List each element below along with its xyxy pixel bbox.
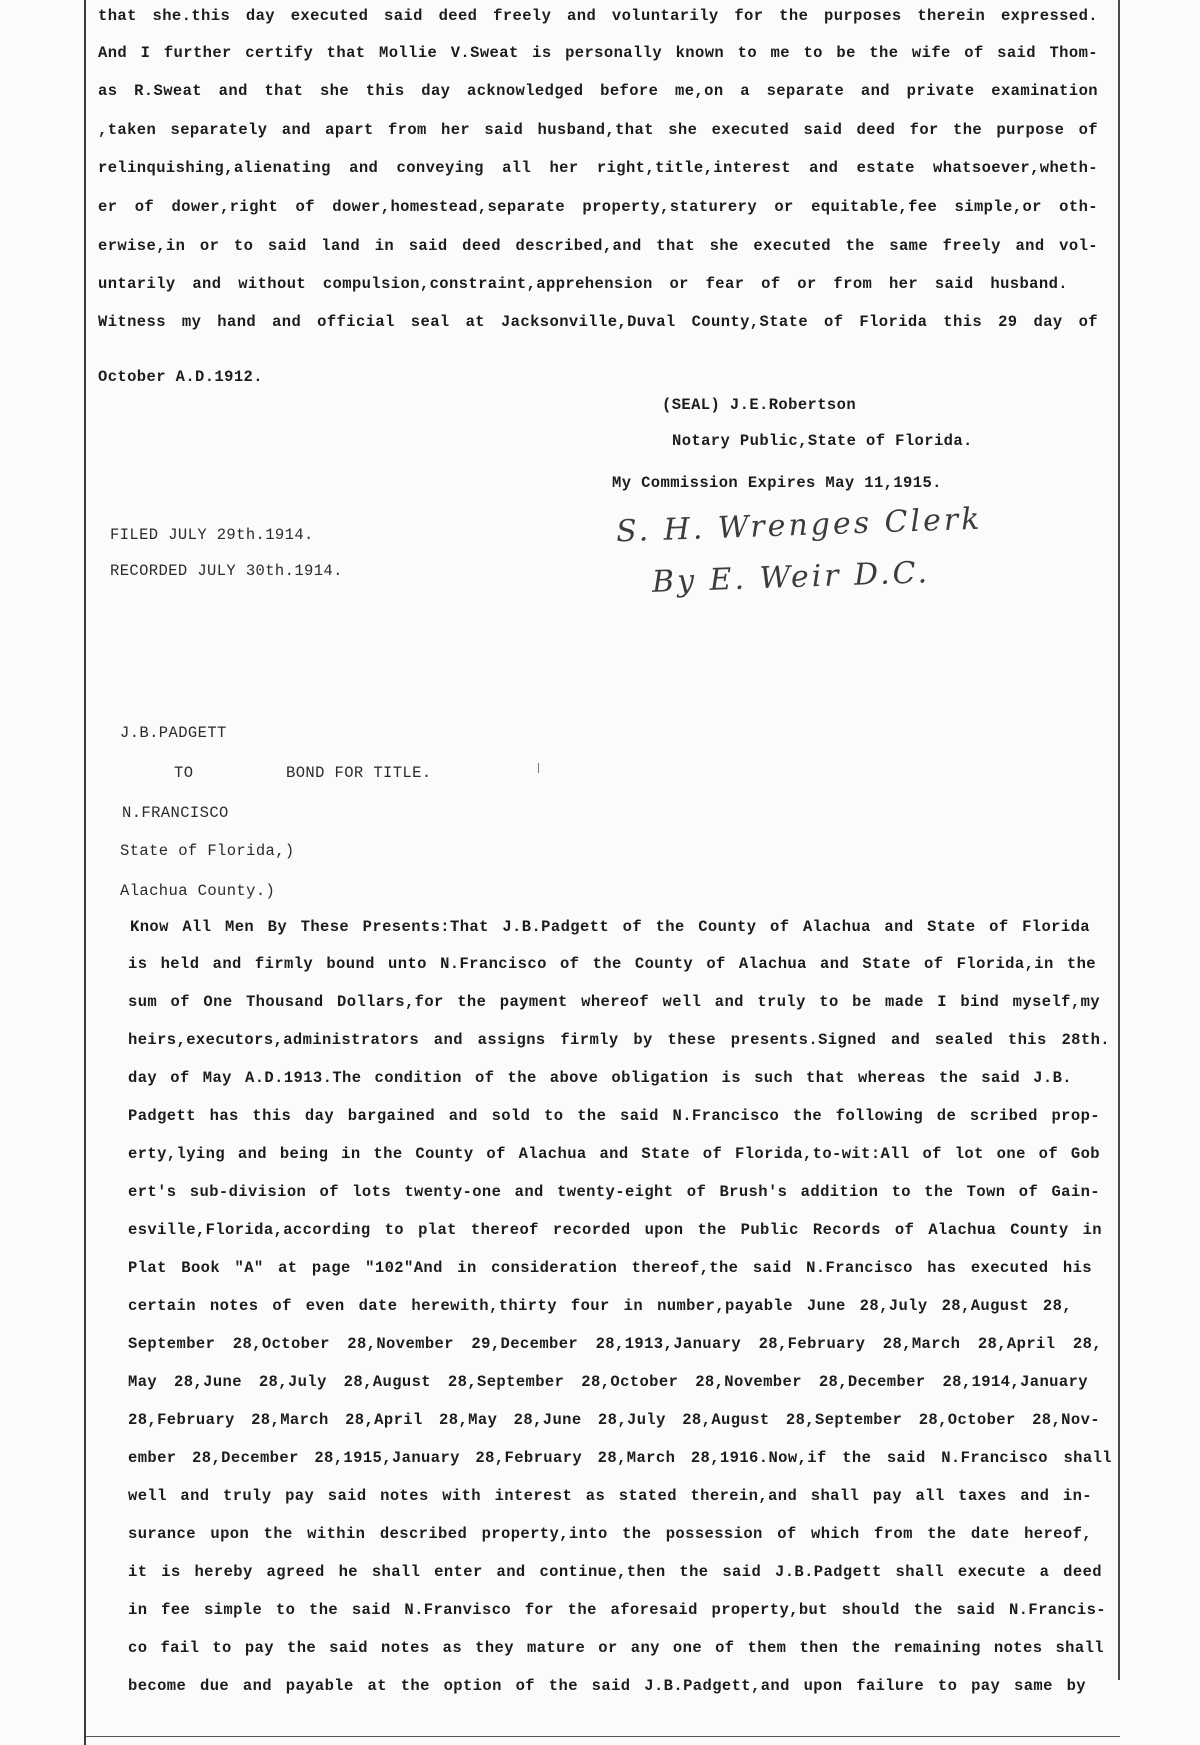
bond-line: Padgett has this day bargained and sold to the said N.Francisco the following de scribed prop- bbox=[128, 1107, 1100, 1125]
clerk-signature: S. H. Wrenges Clerk bbox=[615, 501, 983, 550]
bond-line: heirs,executors,administrators and assigns firmly by these presents.Signed and sealed this 28th. bbox=[128, 1031, 1110, 1049]
bond-line: is held and firmly bound unto N.Francisco of the County of Alachua and State of Florida,in the bbox=[128, 955, 1096, 973]
deed-line: er of dower,right of dower,homestead,separate property,staturery or equitable,fee simple,or oth- bbox=[98, 198, 1098, 216]
deed-line: ,taken separately and apart from her said husband,that she executed said deed for the purpose of bbox=[98, 121, 1098, 139]
bond-line: Know All Men By These Presents:That J.B.Padgett of the County of Alachua and State of Florida bbox=[130, 918, 1090, 936]
document-title: BOND FOR TITLE. bbox=[286, 764, 432, 782]
bottom-edge-rule bbox=[86, 1736, 1120, 1737]
bond-line: esville,Florida,according to plat thereof recorded upon the Public Records of Alachua County in bbox=[128, 1221, 1102, 1239]
deed-line: relinquishing,alienating and conveying all her right,title,interest and estate whatsoever,wheth- bbox=[98, 159, 1098, 177]
bond-line: day of May A.D.1913.The condition of the above obligation is such that whereas the said J.B. bbox=[128, 1069, 1072, 1087]
right-margin-rule bbox=[1118, 0, 1120, 1680]
bond-line: 28,February 28,March 28,April 28,May 28,June 28,July 28,August 28,September 28,October 28,Nov- bbox=[128, 1411, 1100, 1429]
venue-state: State of Florida,) bbox=[120, 842, 295, 860]
party-connector: TO bbox=[174, 764, 194, 782]
deed-line: that she.this day executed said deed freely and voluntarily for the purposes therein expressed. bbox=[98, 7, 1098, 25]
notary-seal-name: (SEAL) J.E.Robertson bbox=[662, 396, 857, 414]
deed-line: Witness my hand and official seal at Jacksonville,Duval County,State of Florida this 29 day of bbox=[98, 313, 1098, 331]
deed-line: October A.D.1912. bbox=[98, 368, 263, 386]
deputy-clerk-signature: By E. Weir D.C. bbox=[651, 555, 931, 600]
bond-line: September 28,October 28,November 29,December 28,1913,January 28,February 28,March 28,April 28, bbox=[128, 1335, 1102, 1353]
bond-line: become due and payable at the option of the said J.B.Padgett,and upon failure to pay same by bbox=[128, 1677, 1086, 1695]
bond-line: ert's sub-division of lots twenty-one and twenty-eight of Brush's addition to the Town of Gain- bbox=[128, 1183, 1100, 1201]
bond-line: it is hereby agreed he shall enter and continue,then the said J.B.Padgett shall execute a deed bbox=[128, 1563, 1102, 1581]
bond-line: in fee simple to the said N.Franvisco for the aforesaid property,but should the said N.Francis- bbox=[128, 1601, 1106, 1619]
bond-line: May 28,June 28,July 28,August 28,September 28,October 28,November 28,December 28,1914,January bbox=[128, 1373, 1088, 1391]
bond-line: well and truly pay said notes with interest as stated therein,and shall pay all taxes and in- bbox=[128, 1487, 1092, 1505]
deed-line: erwise,in or to said land in said deed described,and that she executed the same freely and vol- bbox=[98, 237, 1098, 255]
bond-line: co fail to pay the said notes as they mature or any one of them then the remaining notes shall bbox=[128, 1639, 1104, 1657]
bond-line: Plat Book "A" at page "102"And in consideration thereof,the said N.Francisco has executed his bbox=[128, 1259, 1092, 1277]
party-grantee: N.FRANCISCO bbox=[122, 804, 229, 822]
venue-county: Alachua County.) bbox=[120, 882, 276, 900]
bond-line: certain notes of even date herewith,thirty four in number,payable June 28,July 28,August 28, bbox=[128, 1297, 1072, 1315]
deed-line: And I further certify that Mollie V.Sweat is personally known to me to be the wife of said Thom- bbox=[98, 44, 1098, 62]
bond-line: erty,lying and being in the County of Alachua and State of Florida,to-wit:All of lot one of Gob bbox=[128, 1145, 1100, 1163]
bond-line: ember 28,December 28,1915,January 28,February 28,March 28,1916.Now,if the said N.Francisco shall bbox=[128, 1449, 1112, 1467]
recorded-date: RECORDED JULY 30th.1914. bbox=[110, 562, 343, 580]
notary-commission: My Commission Expires May 11,1915. bbox=[612, 474, 942, 492]
filed-date: FILED JULY 29th.1914. bbox=[110, 526, 314, 544]
bond-line: sum of One Thousand Dollars,for the payment whereof well and truly to be made I bind myself,my bbox=[128, 993, 1100, 1011]
bond-line: surance upon the within described property,into the possession of which from the date hereof, bbox=[128, 1525, 1092, 1543]
left-margin-rule bbox=[84, 0, 86, 1745]
deed-line: as R.Sweat and that she this day acknowledged before me,on a separate and private examination bbox=[98, 82, 1098, 100]
deed-line: untarily and without compulsion,constraint,apprehension or fear of or from her said husband. bbox=[98, 275, 1068, 293]
party-grantor: J.B.PADGETT bbox=[120, 724, 227, 742]
stray-mark bbox=[538, 763, 539, 773]
notary-title: Notary Public,State of Florida. bbox=[672, 432, 973, 450]
